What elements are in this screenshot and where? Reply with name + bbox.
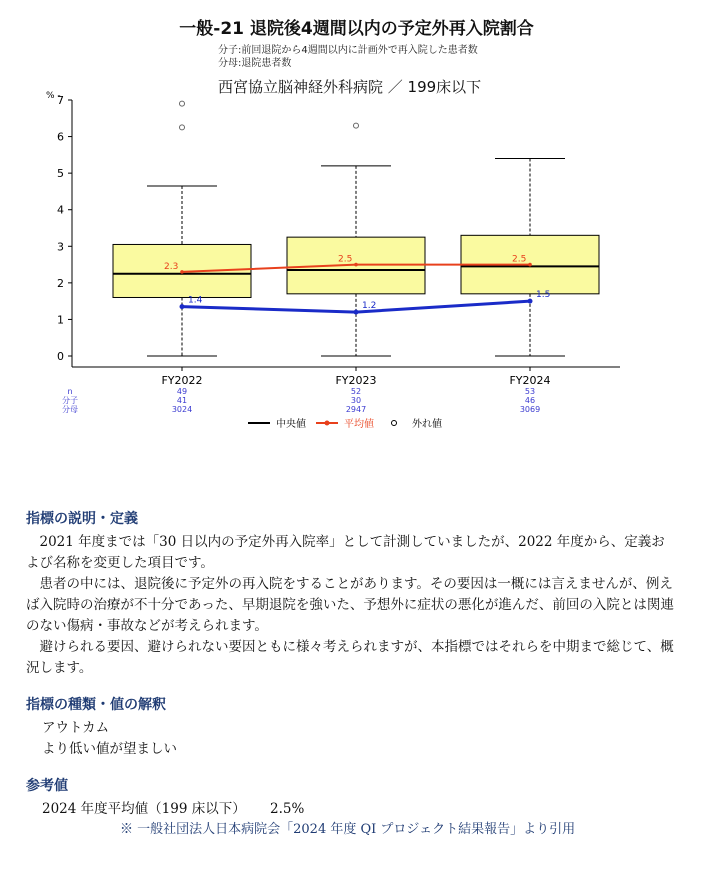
y-tick-label: 3 [57, 240, 64, 254]
y-tick-label: 1 [57, 313, 64, 327]
x-tick-label: FY2024 [509, 374, 551, 387]
hospital-name: 西宮協立脳神経外科病院 ／ 199床以下 [218, 78, 482, 96]
y-tick-label: 2 [57, 276, 64, 290]
stats-row-label: 分子 [62, 396, 78, 405]
reference-title: 参考値 [26, 778, 68, 794]
stats-row-label: n [67, 387, 73, 396]
y-tick-label: 0 [57, 350, 64, 363]
x-tick-label: FY2023 [335, 374, 377, 387]
y-tick-label: 7 [57, 94, 64, 107]
definition-paragraph: 避けられる要因、避けられない要因ともに様々考えられますが、本指標ではそれらを中期まで総じて、概況します。 [26, 639, 674, 676]
outlier-point [180, 101, 185, 106]
stats-value: 53 [524, 387, 536, 396]
x-tick-label: FY2022 [161, 374, 203, 387]
stats-value: 30 [350, 396, 362, 405]
hospital-value-label: 1.2 [362, 301, 377, 312]
stats-value: 2947 [345, 405, 367, 414]
y-tick-label: 5 [57, 167, 64, 181]
interpretation-item: より低い値が望ましい [42, 741, 177, 757]
box-plot-chart [0, 0, 713, 440]
chart-title: 一般-21 退院後4週間以内の予定外再入院割合 [179, 19, 534, 39]
definition-section [26, 508, 676, 679]
legend-swatch-outlier [392, 421, 397, 426]
y-tick-label: 6 [57, 130, 64, 144]
stats-value: 3069 [519, 405, 541, 414]
reference-note: ※ 一般社団法人日本病院会「2024 年度 QI プロジェクト結果報告」より引用 [120, 822, 576, 837]
definition-title: 指標の説明・定義 [26, 511, 138, 527]
interpretation-item: アウトカム [42, 720, 110, 736]
mean-point [180, 270, 184, 274]
stats-value: 52 [350, 387, 362, 396]
y-tick-label: 4 [57, 203, 64, 217]
reference-section [26, 775, 676, 820]
mean-value-label: 2.5 [512, 254, 527, 265]
mean-point [354, 263, 358, 267]
hospital-value-label: 1.5 [536, 290, 551, 301]
stats-value: 3024 [171, 405, 193, 414]
legend-label: 平均値 [344, 419, 374, 430]
mean-point [528, 263, 532, 267]
stats-value: 49 [176, 387, 188, 396]
reference-label: 2024 年度平均値（199 床以下） [42, 801, 246, 817]
hospital-point [354, 310, 359, 315]
stats-value: 46 [524, 396, 536, 405]
stats-row-label: 分母 [62, 405, 78, 414]
reference-row [42, 799, 676, 820]
denominator-definition: 分母:退院患者数 [218, 58, 292, 69]
outlier-point [354, 123, 359, 128]
definition-paragraph: 2021 年度までは「30 日以内の予定外再入院率」として計測していましたが、2022 年度から、定義および名称を変更した項目です。 [26, 534, 665, 571]
numerator-definition: 分子:前回退院から4週間以内に計画外で再入院した患者数 [218, 45, 478, 56]
definition-paragraph: 患者の中には、退院後に予定外の再入院をすることがあります。その要因は一概には言えませんが、例えば入院時の治療が不十分であった、早期退院を強いた、予想外に症状の悪化が進んだ、前回の入院とは関連のない傷病・事故などが考えられます。 [26, 576, 674, 634]
reference-value: 2.5% [270, 801, 305, 817]
legend-label: 外れ値 [412, 419, 442, 430]
legend-swatch-mean-dot [325, 421, 330, 426]
mean-value-label: 2.3 [164, 261, 179, 272]
stats-value: 41 [176, 396, 188, 405]
outlier-point [180, 125, 185, 130]
legend-label: 中央値 [276, 419, 306, 430]
mean-value-label: 2.5 [338, 254, 353, 265]
interpretation-title: 指標の種類・値の解釈 [26, 697, 166, 713]
interpretation-section [26, 694, 676, 760]
hospital-point [528, 299, 533, 304]
y-axis-label: % - [46, 91, 61, 101]
hospital-point [180, 304, 185, 309]
hospital-value-label: 1.4 [188, 295, 203, 306]
